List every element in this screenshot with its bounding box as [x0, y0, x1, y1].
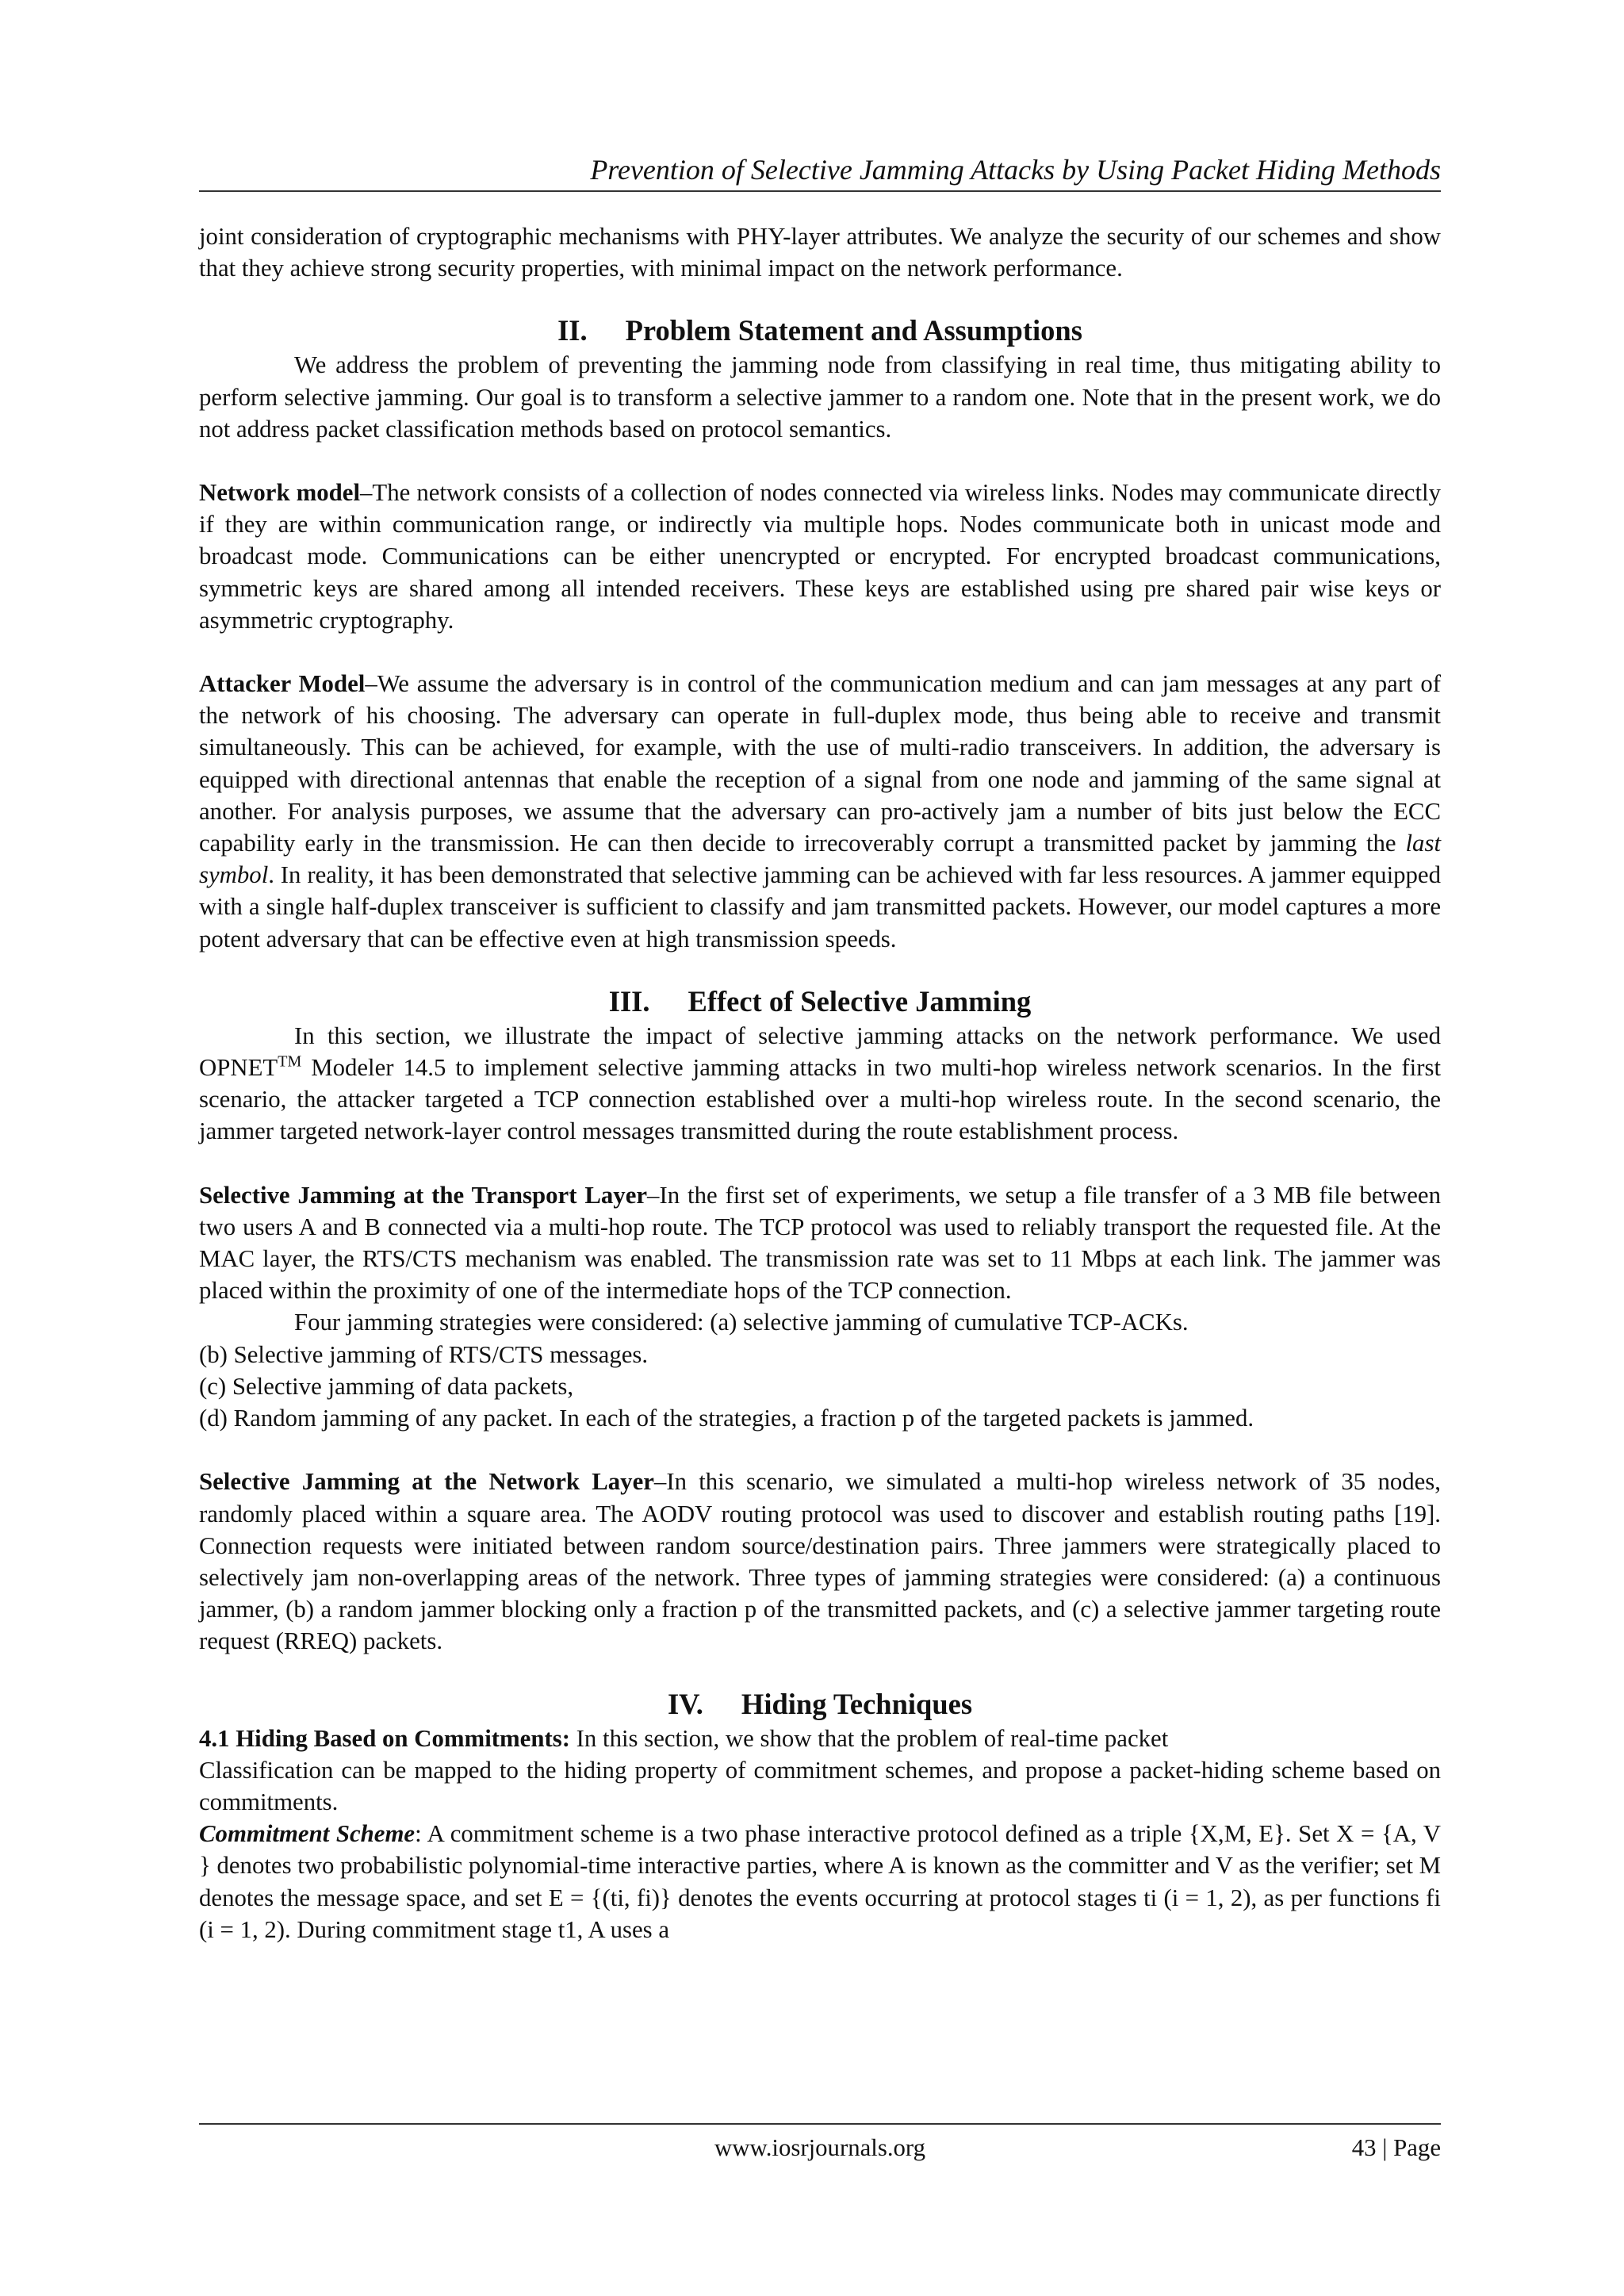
- paragraph-commitment-scheme: [199, 1818, 1441, 1945]
- section-heading-2: [199, 312, 1441, 349]
- run-in-heading: Selective Jamming at the Network Layer: [199, 1468, 654, 1496]
- run-in-heading: Commitment Scheme: [199, 1820, 416, 1848]
- strategy-item: (c) Selective jamming of data packets,: [199, 1372, 574, 1400]
- run-in-heading: Selective Jamming at the Transport Layer: [199, 1181, 648, 1209]
- paragraph: We address the problem of preventing the jamming node from classifying in real time, thus mitigating ability to perform selective jamming. Our goal is to transform a selective jammer to a random one. Note that in the present work, we do not address packet classification methods based on protocol semantics.: [199, 351, 1441, 443]
- run-in-heading: Attacker Model: [199, 670, 366, 698]
- footer-url: www.iosrjournals.org: [714, 2134, 926, 2161]
- running-header: Prevention of Selective Jamming Attacks by Using Packet Hiding Methods: [590, 154, 1441, 186]
- paragraph-text: –In this scenario, we simulated a multi-hop wireless network of 35 nodes, randomly placed within a square area. The AODV routing protocol was used to discover and establish routing paths [19]. Connection requests were initiated between random source/destination pairs. Three jammers were strategically placed to selectively jam non-overlapping areas of the network. Three types of jamming strategies were considered: (a) a continuous jammer, (b) a random jammer blocking only a fraction p of the transmitted packets, and (c) a selective jammer targeting route request (RREQ) packets.: [199, 1468, 1441, 1655]
- subsection-line: [199, 1723, 1441, 1754]
- paragraph-network-layer: [199, 1466, 1441, 1657]
- paragraph-text: –In the first set of experiments, we setup a file transfer of a 3 MB file between two users A and B connected via a multi-hop route. The TCP protocol was used to reliably transport the requested file. At the MAC layer, the RTS/CTS mechanism was enabled. The transmission rate was set to 11 Mbps at each link. The jammer was placed within the proximity of one of the intermediate hops of the TCP connection.: [199, 1181, 1441, 1305]
- paragraph-network-model: [199, 477, 1441, 636]
- strategy-intro: Four jamming strategies were considered: (a) selective jamming of cumulative TCP-ACKs.: [294, 1309, 1189, 1336]
- paragraph-text: In this section, we show that the problem of real-time packet: [569, 1724, 1169, 1752]
- strategy-item: (b) Selective jamming of RTS/CTS messages.: [199, 1340, 649, 1368]
- section-title: Problem Statement and Assumptions: [625, 314, 1082, 347]
- section-number: II.: [557, 314, 588, 347]
- section-number: IV.: [667, 1687, 703, 1720]
- subsection-heading: 4.1 Hiding Based on Commitments:: [199, 1724, 570, 1752]
- strategy-item: (d) Random jamming of any packet. In each of the strategies, a fraction p of the targeted packets is jammed.: [199, 1405, 1254, 1432]
- footer-rule: [199, 2123, 1441, 2125]
- run-in-heading: Network model: [199, 479, 361, 507]
- page-number: 43 | Page: [1351, 2134, 1441, 2161]
- paragraph-attacker-model: [199, 668, 1441, 955]
- section-number: III.: [608, 984, 650, 1018]
- paragraph-text: . In reality, it has been demonstrated that selective jamming can be achieved with far less resources. A jammer equipped with a single half-duplex transceiver is sufficient to classify and jam transmitted packets. However, our model captures a more potent adversary that can be effective even at high transmission speeds.: [199, 861, 1441, 953]
- section-heading-4: [199, 1686, 1441, 1723]
- paragraph: [199, 1020, 1441, 1148]
- section-heading-3: [199, 983, 1441, 1020]
- intro-paragraph: joint consideration of cryptographic mechanisms with PHY-layer attributes. We analyze the security of our schemes and show that they achieve strong security properties, with minimal impact on the network performance.: [199, 223, 1441, 282]
- paragraph-transport-layer: [199, 1179, 1441, 1307]
- header-rule: [199, 190, 1441, 192]
- section-title: Effect of Selective Jamming: [688, 984, 1032, 1018]
- emphasis: last symbol: [199, 830, 1441, 889]
- paragraph-text: –The network consists of a collection of nodes connected via wireless links. Nodes may communicate directly if they are within communication range, or indirectly via multiple hops. Nodes communicate both in unicast mode and broadcast mode. Communications can be either unencrypted or encrypted. For encrypted broadcast communications, symmetric keys are shared among all intended receivers. These keys are established using pre shared pair wise keys or asymmetric cryptography.: [199, 479, 1441, 634]
- body-content: [199, 220, 1441, 1945]
- trademark-superscript: TM: [278, 1052, 302, 1071]
- section-title: Hiding Techniques: [741, 1687, 973, 1720]
- paragraph-text: –We assume the adversary is in control of the communication medium and can jam messages at any part of the network of his choosing. The adversary can operate in full-duplex mode, thus being able to receive and transmit simultaneously. This can be achieved, for example, with the use of multi-radio transceivers. In addition, the adversary is equipped with directional antennas that enable the reception of a signal from one node and jamming of the same signal at another. For analysis purposes, we assume that the adversary can pro-actively jam a number of bits just below the ECC capability early in the transmission. He can then decide to irrecoverably corrupt a transmitted packet by jamming the: [199, 670, 1441, 857]
- paragraph-text: Modeler 14.5 to implement selective jamming attacks in two multi-hop wireless network scenarios. In the first scenario, the attacker targeted a TCP connection established over a multi-hop wireless route. In the second scenario, the jammer targeted network-layer control messages transmitted during the route establishment process.: [199, 1054, 1441, 1145]
- paragraph-text: In this section, we illustrate the impact of selective jamming attacks on the network performance. We used OPNET: [199, 1022, 1441, 1082]
- paragraph: Classification can be mapped to the hiding property of commitment schemes, and propose a packet-hiding scheme based on commitments.: [199, 1756, 1441, 1815]
- paragraph-text: : A commitment scheme is a two phase interactive protocol defined as a triple {X,M, E}. Set X = {A, V } denotes two probabilistic polynomial-time interactive parties, where A is known as the committer and V as the verifier; set M denotes the message space, and set E = {(ti, fi)} denotes the events occurring at protocol stages ti (i = 1, 2), as per functions fi (i = 1, 2). During commitment stage t1, A uses a: [199, 1820, 1442, 1943]
